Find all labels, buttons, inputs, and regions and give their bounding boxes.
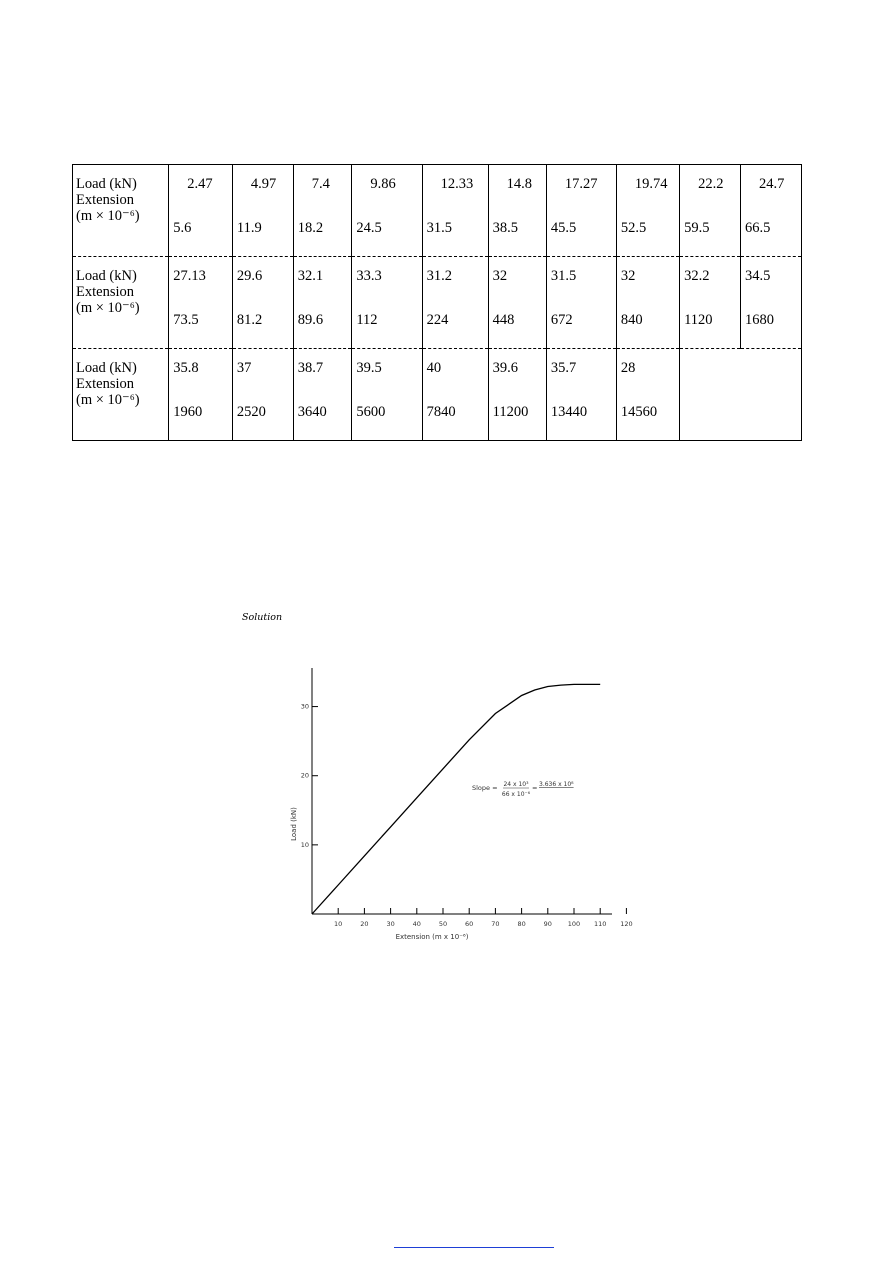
load-value: 34.5 xyxy=(745,268,771,284)
table-row xyxy=(73,257,802,349)
load-value: 39.5 xyxy=(356,360,382,376)
series-line-load-extension xyxy=(312,684,600,914)
extension-unit-label: (m × 10⁻⁶) xyxy=(76,208,140,224)
load-value: 31.2 xyxy=(426,268,453,284)
load-value: 32.2 xyxy=(684,268,710,284)
table-cell xyxy=(422,257,488,349)
extension-value: 448 xyxy=(492,312,515,328)
extension-unit-label: (m × 10⁻⁶) xyxy=(76,300,140,316)
extension-value: 31.5 xyxy=(426,220,453,236)
load-value: 2.47 xyxy=(187,176,213,192)
row-label xyxy=(73,349,169,441)
extension-value: 14560 xyxy=(620,404,658,420)
load-value: 19.74 xyxy=(634,176,668,192)
x-tick-label: 50 xyxy=(438,920,448,928)
row-label xyxy=(73,165,169,257)
row-label xyxy=(73,257,169,349)
extension-value: 11200 xyxy=(492,404,529,420)
load-value: 24.7 xyxy=(759,176,785,192)
load-label: Load (kN) xyxy=(76,360,137,376)
load-value: 39.6 xyxy=(492,360,518,376)
table-cell xyxy=(422,349,488,441)
table-cell xyxy=(232,165,293,257)
table-cell xyxy=(546,349,616,441)
load-value: 35.8 xyxy=(173,360,199,376)
extension-value: 3640 xyxy=(297,404,327,420)
table-cell xyxy=(488,165,546,257)
extension-unit-label: (m × 10⁻⁶) xyxy=(76,392,140,408)
extension-value: 7840 xyxy=(426,404,456,420)
load-extension-graph xyxy=(282,660,642,955)
extension-value: 11.9 xyxy=(236,220,262,236)
table-cell xyxy=(293,349,352,441)
load-value: 14.8 xyxy=(506,176,532,192)
load-value: 38.7 xyxy=(297,360,324,376)
extension-value: 112 xyxy=(356,312,378,328)
table-cell xyxy=(680,257,741,349)
load-value: 28 xyxy=(620,360,636,376)
footer-link-underline[interactable] xyxy=(394,1247,554,1248)
slope-denominator: 66 x 10⁻⁶ xyxy=(501,791,531,798)
empty-cell xyxy=(680,349,802,441)
x-tick-label: 110 xyxy=(593,920,607,928)
load-extension-table xyxy=(72,164,802,441)
x-tick-label: 70 xyxy=(491,920,500,928)
load-value: 32.1 xyxy=(297,268,324,284)
extension-value: 5600 xyxy=(356,404,386,420)
table-cell xyxy=(352,257,422,349)
x-tick-label: 120 xyxy=(620,920,633,928)
load-value: 17.27 xyxy=(564,176,598,192)
table-row xyxy=(73,165,802,257)
load-value: 9.86 xyxy=(370,176,396,192)
y-axis-label: Load (kN) xyxy=(290,807,298,841)
extension-value: 224 xyxy=(426,312,449,328)
load-value: 40 xyxy=(426,360,442,376)
extension-value: 13440 xyxy=(550,404,588,420)
table-cell xyxy=(169,165,233,257)
extension-label: Extension xyxy=(76,284,134,300)
extension-label: Extension xyxy=(76,192,134,208)
x-tick-label: 90 xyxy=(543,920,552,928)
x-axis-label: Extension (m x 10⁻⁶) xyxy=(395,933,469,941)
extension-value: 66.5 xyxy=(745,220,771,236)
table-cell xyxy=(293,257,352,349)
load-value: 33.3 xyxy=(356,268,382,284)
extension-value: 672 xyxy=(550,312,573,328)
extension-label: Extension xyxy=(76,376,134,392)
table-cell xyxy=(616,165,679,257)
extension-value: 45.5 xyxy=(550,220,577,236)
table-cell xyxy=(422,165,488,257)
table-cell xyxy=(169,349,233,441)
table-cell xyxy=(546,165,616,257)
slope-prefix: Slope = xyxy=(472,784,498,792)
load-label: Load (kN) xyxy=(76,268,137,284)
table-cell xyxy=(352,349,422,441)
load-value: 32 xyxy=(492,268,508,284)
extension-value: 38.5 xyxy=(492,220,518,236)
load-label: Load (kN) xyxy=(76,176,137,192)
load-value: 37 xyxy=(236,360,252,376)
y-tick-label: 20 xyxy=(300,771,309,780)
extension-value: 2520 xyxy=(236,404,266,420)
load-value: 4.97 xyxy=(250,176,277,192)
load-value: 27.13 xyxy=(173,268,206,284)
extension-value: 18.2 xyxy=(297,220,324,236)
load-value: 22.2 xyxy=(698,176,724,192)
table-cell xyxy=(616,257,679,349)
y-tick-label: 10 xyxy=(300,840,309,849)
load-value: 31.5 xyxy=(550,268,577,284)
solution-heading: Solution xyxy=(242,612,283,623)
extension-value: 840 xyxy=(620,312,643,328)
extension-value: 59.5 xyxy=(684,220,710,236)
table-cell xyxy=(293,165,352,257)
table-cell xyxy=(169,257,233,349)
table-cell xyxy=(488,257,546,349)
extension-value: 1960 xyxy=(173,404,203,420)
x-tick-label: 80 xyxy=(517,920,526,928)
extension-value: 1680 xyxy=(745,312,774,328)
table-cell xyxy=(488,349,546,441)
extension-value: 73.5 xyxy=(173,312,199,328)
x-tick-label: 30 xyxy=(386,920,395,928)
y-tick-label: 30 xyxy=(300,702,309,711)
load-value: 35.7 xyxy=(550,360,577,376)
table-cell xyxy=(741,165,802,257)
table-cell xyxy=(680,165,741,257)
table-cell xyxy=(741,257,802,349)
extension-value: 81.2 xyxy=(236,312,263,328)
extension-value: 52.5 xyxy=(620,220,647,236)
table-cell xyxy=(616,349,679,441)
table-cell xyxy=(352,165,422,257)
table-cell xyxy=(232,349,293,441)
x-tick-label: 60 xyxy=(465,920,474,928)
slope-result: 3.636 x 10⁸ xyxy=(539,781,574,788)
extension-value: 5.6 xyxy=(173,220,192,236)
x-tick-label: 20 xyxy=(360,920,369,928)
load-value: 32 xyxy=(620,268,636,284)
load-value: 7.4 xyxy=(311,176,330,192)
extension-value: 24.5 xyxy=(356,220,382,236)
load-value: 29.6 xyxy=(236,268,263,284)
load-value: 12.33 xyxy=(440,176,474,192)
x-tick-label: 10 xyxy=(334,920,343,928)
extension-value: 89.6 xyxy=(297,312,324,328)
x-tick-label: 100 xyxy=(567,920,581,928)
table-cell xyxy=(546,257,616,349)
table-row xyxy=(73,349,802,441)
x-tick-label: 40 xyxy=(412,920,421,928)
table-cell xyxy=(232,257,293,349)
slope-numerator: 24 x 10³ xyxy=(503,781,529,788)
slope-equals: = xyxy=(532,784,538,792)
extension-value: 1120 xyxy=(684,312,713,328)
